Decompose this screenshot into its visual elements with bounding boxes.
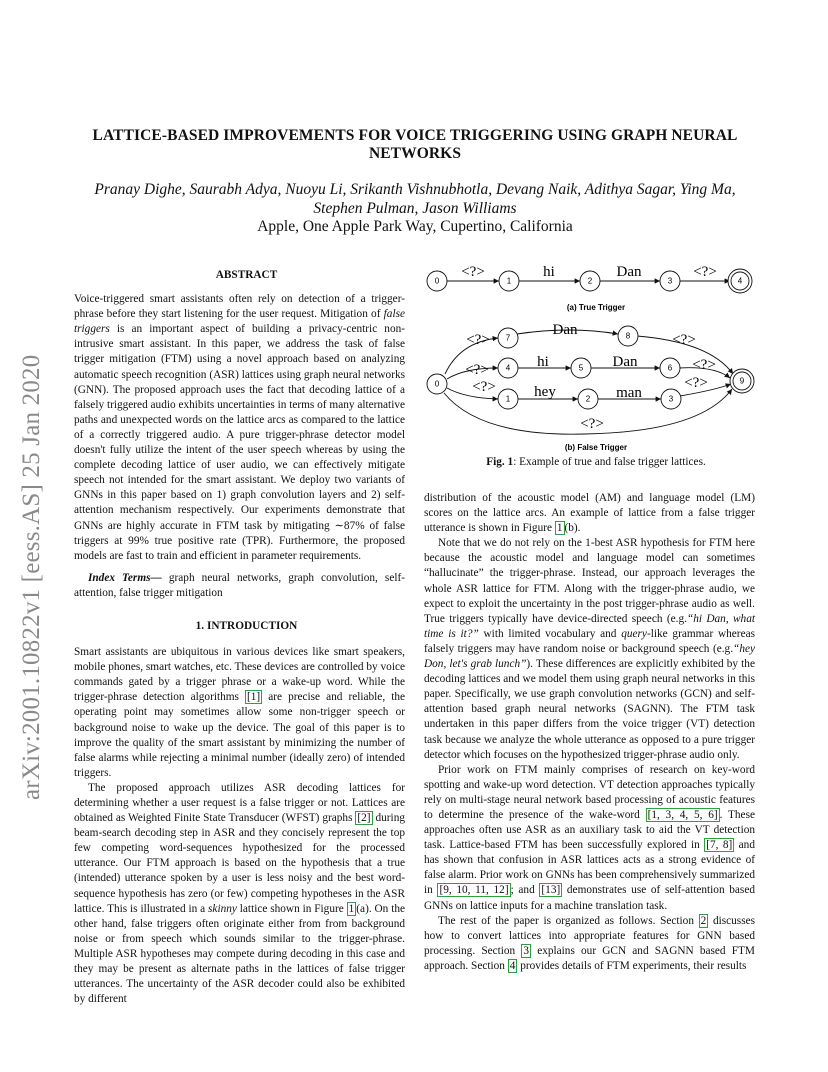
lattice-node	[618, 326, 638, 346]
true-trigger-lattice	[427, 264, 752, 312]
edge-label: <?>	[693, 264, 717, 280]
svg-text:4: 4	[505, 363, 511, 373]
edge-label: hi	[543, 264, 555, 280]
false-trigger-lattice	[427, 322, 754, 452]
edge-label: Dan	[552, 322, 578, 338]
right-paragraph-1: distribution of the acoustic model (AM) and language model (LM) scores on the lattice arcs. An example of lattice from a false trigger utterance is shown in Figure 1 (b).	[424, 492, 755, 535]
right-paragraph-4: The rest of the paper is organized as follows. Section 2 discusses how to convert lattices into appropriate features for GNN based processing. Section 3 explains our GCN and SAGNN based FTM approach. Section 4 provides details of FTM experiments, their results	[424, 914, 756, 972]
arxiv-stamp: arXiv:2001.10822v1 [eess.AS] 25 Jan 2020	[18, 354, 45, 800]
lattice-node	[427, 374, 447, 394]
edge-label: <?>	[472, 379, 496, 395]
citation-link[interactable]: [1, 3, 4, 5, 6]	[647, 808, 718, 821]
figure-link[interactable]: 1	[556, 522, 563, 535]
subfigure-caption: (b) False Trigger	[564, 443, 628, 452]
figure-link[interactable]: 1	[348, 902, 355, 915]
svg-text:4: 4	[737, 276, 743, 286]
citation-link[interactable]: [7, 8]	[706, 839, 733, 852]
lattice-node	[661, 389, 681, 409]
lattice-node	[660, 271, 680, 291]
edge-label: Dan	[616, 264, 642, 280]
right-paragraph-3: Prior work on FTM mainly comprises of research on key-word spotting and wake-up word detection. VT detection approaches typically rely on multi-stage neural network based processing of acoustic features to determine the presence of the wake-word [1, 3, 4, 5, 6] . These approaches often use ASR as an auxiliary task to aid the VT detection task. Lattice-based FTM has been successfully explored in [7, 8] and has shown that confusion in ASR lattices acts as a strong evidence of false alarm. Prior work on GNNs has been comprehensively summarized in [9, 10, 11, 12] ; and [13] demonstrates use of self-attention based GNNs on lattice inputs for a machine translation task.	[424, 763, 755, 912]
abstract-heading: ABSTRACT	[215, 269, 278, 281]
svg-text:6: 6	[667, 363, 673, 373]
subfigure-caption: (a) True Trigger	[566, 303, 626, 312]
edge-label: <?>	[684, 375, 708, 391]
edge-label: <?>	[672, 332, 696, 348]
intro-paragraph-1: Smart assistants are ubiquitous in various devices like smart speakers, mobile phones, smart watches, etc. These devices are controlled by voice commands gated by a trigger phrase or a wake-up word. While the trigger-phrase detection algorithms [1] are precise and reliable, the operating point may sometimes allow some non-trigger speech or background noise to wake up the device. The goal of this paper is to improve the quality of the smart assistant by minimizing the number of false alarms while rejecting a minimal number (ideally zero) of intended triggers.	[74, 646, 405, 779]
lattice-node	[498, 389, 518, 409]
section-link[interactable]: 2	[700, 914, 707, 927]
svg-text:1: 1	[505, 394, 511, 404]
affiliation: Apple, One Apple Park Way, Cupertino, California	[257, 218, 573, 235]
citation-link[interactable]: [9, 10, 11, 12]	[439, 884, 509, 897]
svg-text:9: 9	[739, 376, 745, 386]
lattice-node	[660, 358, 680, 378]
citation-link[interactable]: [1]	[247, 691, 261, 704]
section-link[interactable]: 3	[523, 944, 530, 957]
svg-text:2: 2	[585, 394, 591, 404]
figure-caption: Fig. 1: Example of true and false trigger lattices.	[486, 456, 706, 468]
lattice-figure	[420, 262, 772, 456]
right-paragraph-2: Note that we do not rely on the 1-best ASR hypothesis for FTM here because the acoustic model and language model can sometimes “hallucinate” the trigger-phrase. Instead, our approach leverages the whole ASR lattice for FTM. Along with the trigger-phrase audio, we expect to exploit the uncertainty in the post trigger-phrase audio as well. True triggers typically have device-directed speech (e.g.“hi Dan, what time is it?” with limited vocabulary and query-like grammar whereas falsely triggers may have random noise or background speech (e.g.“hey Don, let's grab lunch”). These differences are explicitly exhibited by the decoding lattices and we model them using graph neural networks in this paper. Specifically, we use graph convolution networks (GCN) and self-attention based graph neural networks (SAGNN). The FTM task undertaken in this paper differs from the voice trigger (VT) detection task because we analyze the whole utterance as opposed to a pure trigger detector which focuses on the hypothesized trigger-phrase audio only.	[424, 537, 755, 761]
edge-label: hey	[534, 384, 556, 400]
edge-label: man	[616, 385, 642, 401]
edge-label: Dan	[612, 354, 638, 370]
intro-heading: 1. INTRODUCTION	[195, 619, 298, 632]
lattice-final-node	[728, 269, 752, 293]
svg-text:0: 0	[434, 276, 440, 286]
svg-text:5: 5	[578, 363, 584, 373]
svg-text:2: 2	[587, 276, 593, 286]
edge-label: <?>	[466, 332, 490, 348]
edge-label: <?>	[580, 416, 604, 432]
lattice-node	[571, 358, 591, 378]
edge-label: hi	[537, 354, 549, 370]
lattice-node	[498, 328, 518, 348]
lattice-node	[498, 358, 518, 378]
citation-link[interactable]: [13]	[541, 884, 561, 897]
section-link[interactable]: 4	[509, 959, 516, 972]
edge-label: <?>	[692, 357, 716, 373]
lattice-node	[580, 271, 600, 291]
svg-text:3: 3	[667, 276, 673, 286]
svg-text:8: 8	[625, 331, 631, 341]
abstract-text: Voice-triggered smart assistants often rely on detection of a trigger-phrase before they start listening for the user request. Mitigation of false triggers is an important aspect of building a privacy-centric non-intrusive smart assistant. In this paper, we address the task of false trigger mitigation (FTM) using a novel approach based on analyzing automatic speech recognition (ASR) lattices using graph neural networks (GNN). The proposed approach uses the fact that decoding lattice of a falsely triggered audio exhibits uncertainties in terms of many alternative paths and unexpected words on the lattice arcs as compared to the lattice of a correctly triggered audio. A pure trigger-phrase detector model doesn't fully utilize the intent of the user speech whereas by using the complete decoding lattice of user audio, we can effectively mitigate speech not intended for the smart assistant. We deploy two variants of GNNs in this paper based on 1) graph convolution layers and 2) self-attention mechanism respectively. Our experiments demonstrate that GNNs are highly accurate in FTM task by mitigating ∼87% of false triggers at 99% true positive rate (TPR). Furthermore, the proposed models are fast to train and efficient in parameter requirements.	[74, 293, 405, 562]
svg-text:3: 3	[668, 394, 674, 404]
lattice-node	[427, 271, 447, 291]
lattice-node	[499, 271, 519, 291]
edge-label: <?>	[465, 362, 489, 378]
paper-title: LATTICE-BASED IMPROVEMENTS FOR VOICE TRIGGERING USING GRAPH NEURAL NETWORKS	[92, 127, 738, 162]
svg-text:1: 1	[506, 276, 512, 286]
right-column	[424, 491, 755, 974]
left-column	[74, 268, 405, 1007]
citation-link[interactable]: [2]	[357, 812, 371, 825]
author-list: Pranay Dighe, Saurabh Adya, Nuoyu Li, Srikanth Vishnubhotla, Devang Naik, Adithya Sagar, Ying Ma, Stephen Pulman, Jason Williams	[94, 181, 736, 217]
edge-label: <?>	[461, 264, 485, 280]
svg-text:0: 0	[434, 379, 440, 389]
svg-text:7: 7	[505, 333, 511, 343]
lattice-final-node	[730, 369, 754, 393]
lattice-node	[578, 389, 598, 409]
intro-paragraph-2: The proposed approach utilizes ASR decoding lattices for determining whether a user request is a false trigger or not. Lattices are obtained as Weighted Finite State Transducer (WFST) graphs [2] during beam-search decoding step in ASR and they concisely represent the top few competing word-sequences hypothesized for the processed utterance. Our FTM approach is based on the hypothesis that a true (intended) utterance spoken by a user is less noisy and the best word-sequence hypothesis has zero (or few) competing hypotheses in the ASR lattice. This is illustrated in a skinny lattice shown in Figure 1 (a). On the other hand, false triggers often originate either from from background noise or from speech which sounds similar to the trigger-phrase. Multiple ASR hypotheses may compete during decoding in this case and they may be present as alternate paths in the lattices of false trigger utterances. The uncertainty of the ASR decoder could also be exhibited by different	[74, 781, 406, 1006]
index-terms: Index Terms— graph neural networks, graph convolution, self-attention, false trigger mitigation	[74, 571, 405, 599]
